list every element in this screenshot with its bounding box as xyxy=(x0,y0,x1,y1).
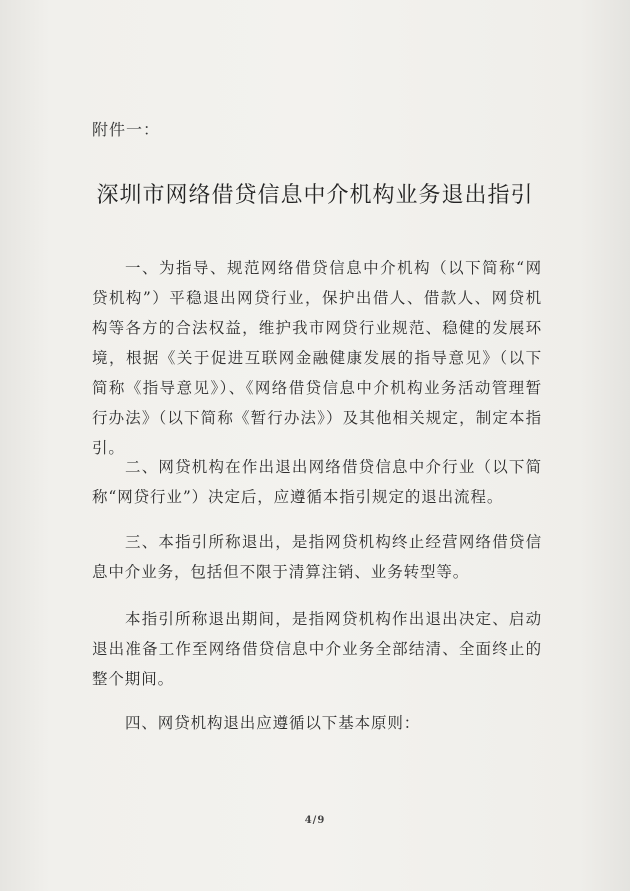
paragraph-5: 四、网贷机构退出应遵循以下基本原则： xyxy=(125,714,421,732)
document-title: 深圳市网络借贷信息中介机构业务退出指引 xyxy=(96,183,534,208)
page-number: 4/9 xyxy=(304,815,326,826)
paragraph-3: 三、本指引所称退出，是指网贷机构终止经营网络借贷信息中介业务，包括但不限于清算注销、业务转型等。 xyxy=(92,533,542,581)
paragraph-1: 一、为指导、规范网络借贷信息中介机构（以下简称“网贷机构”）平稳退出网贷行业，保护出借人、借款人、网贷机构等各方的合法权益，维护我市网贷行业规范、稳健的发展环境，根据《关于促进互联网金融健康发展的指导意见》（以下简称《指导意见》）、《网络借贷信息中介机构业务活动管理暂行办法》（以下简称《暂行办法》）及其他相关规定，制定本指引。 xyxy=(92,259,542,457)
paragraph-2: 二、网贷机构在作出退出网络借贷信息中介行业（以下简称“网贷行业”）决定后，应遵循本指引规定的退出流程。 xyxy=(92,458,542,506)
attachment-label: 附件一： xyxy=(92,120,161,139)
paragraph-4: 本指引所称退出期间，是指网贷机构作出退出决定、启动退出准备工作至网络借贷信息中介业务全部结清、全面终止的整个期间。 xyxy=(92,610,542,688)
